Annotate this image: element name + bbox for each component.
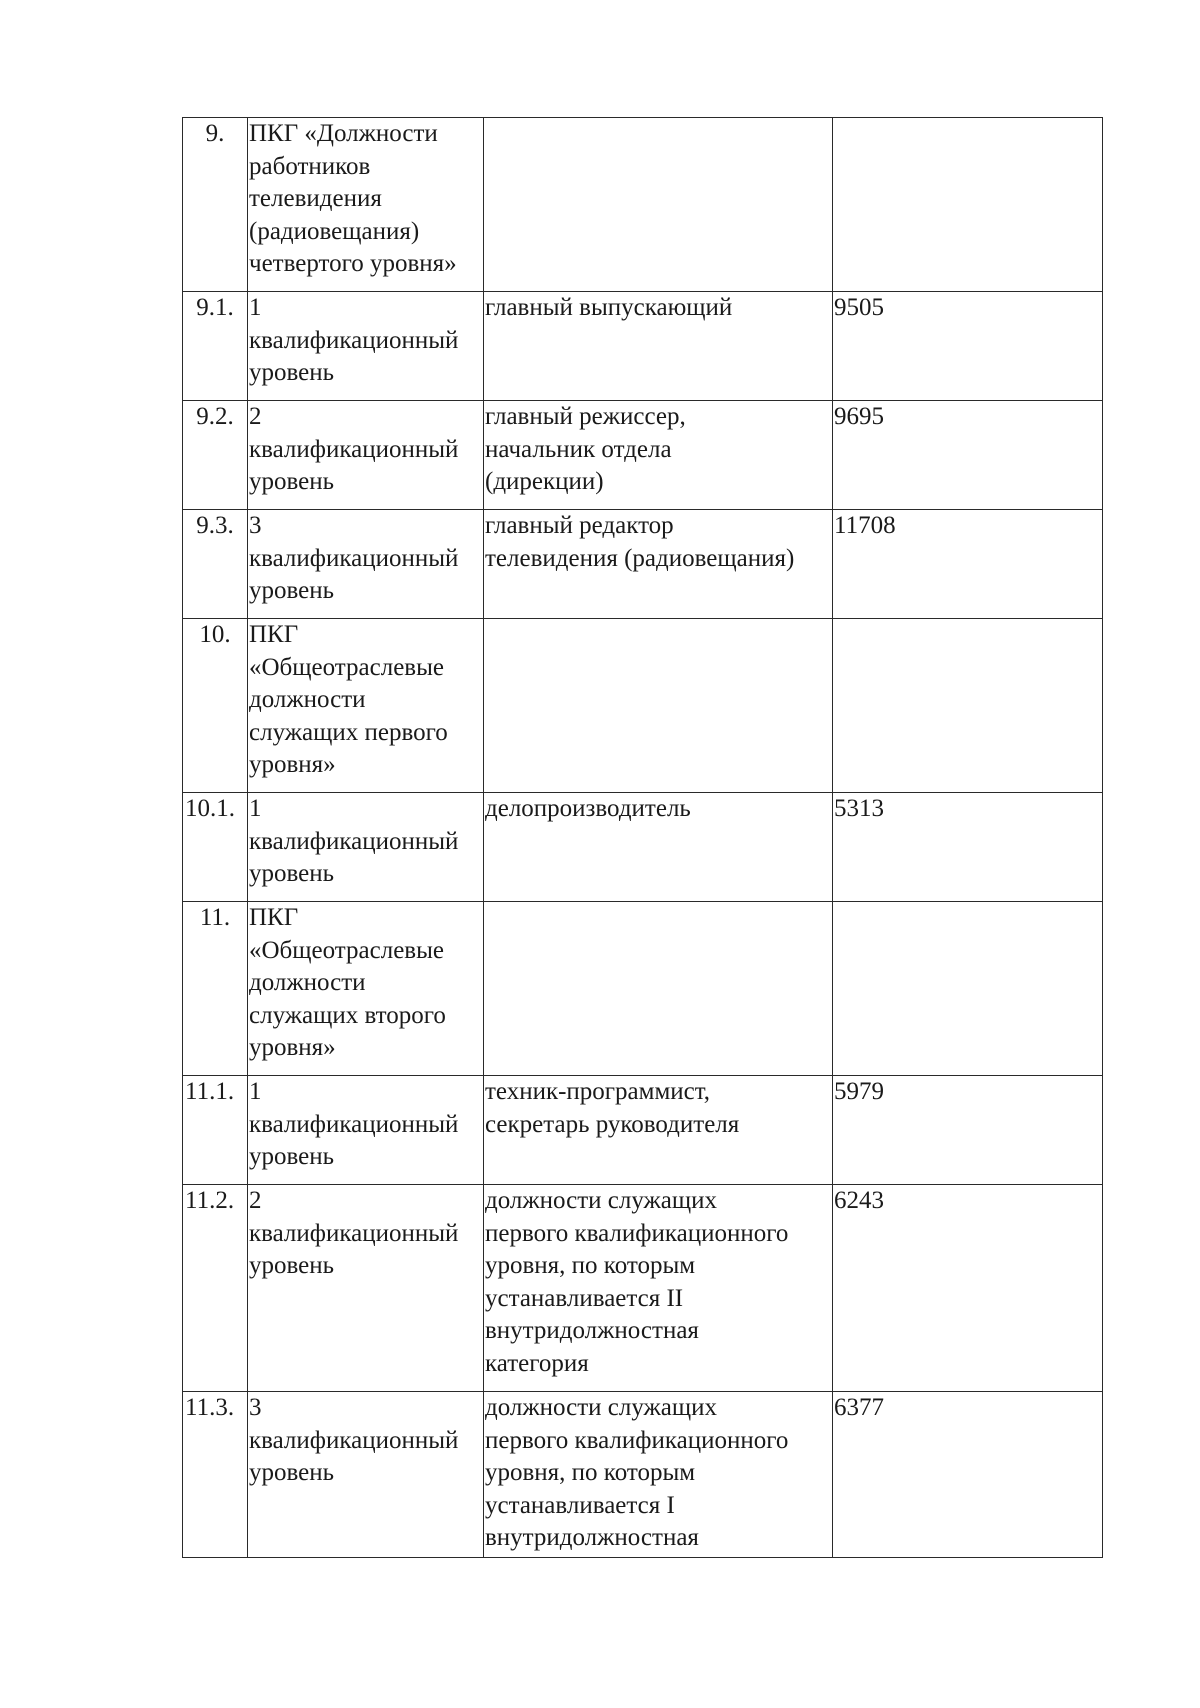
salary-value: 6243 bbox=[833, 1185, 1103, 1392]
salary-value: 11708 bbox=[833, 510, 1103, 619]
row-number: 9. bbox=[183, 118, 248, 292]
salary-value bbox=[833, 619, 1103, 793]
qualification-group: 1 квалификационный уровень bbox=[248, 793, 484, 902]
table-row bbox=[183, 1185, 1103, 1392]
table-row bbox=[183, 1076, 1103, 1185]
table-row bbox=[183, 292, 1103, 401]
position-name: главный выпускающий bbox=[484, 292, 833, 401]
table-row bbox=[183, 793, 1103, 902]
row-number: 9.2. bbox=[183, 401, 248, 510]
position-name: техник-программист, секретарь руководителя bbox=[484, 1076, 833, 1185]
position-name bbox=[484, 619, 833, 793]
position-name bbox=[484, 118, 833, 292]
row-number: 9.1. bbox=[183, 292, 248, 401]
qualification-group: 3 квалификационный уровень bbox=[248, 1392, 484, 1558]
qualification-group: ПКГ «Общеотраслевые должности служащих второго уровня» bbox=[248, 902, 484, 1076]
position-name: главный режиссер, начальник отдела (дирекции) bbox=[484, 401, 833, 510]
salary-value: 5313 bbox=[833, 793, 1103, 902]
salary-value bbox=[833, 902, 1103, 1076]
qualification-group: 3 квалификационный уровень bbox=[248, 510, 484, 619]
table-row bbox=[183, 619, 1103, 793]
table-row bbox=[183, 510, 1103, 619]
row-number: 10.1. bbox=[183, 793, 248, 902]
qualification-group: 1 квалификационный уровень bbox=[248, 1076, 484, 1185]
qualification-group: 1 квалификационный уровень bbox=[248, 292, 484, 401]
qualification-group: ПКГ «Должности работников телевидения (радиовещания) четвертого уровня» bbox=[248, 118, 484, 292]
position-name: главный редактор телевидения (радиовещания) bbox=[484, 510, 833, 619]
qualification-group: ПКГ «Общеотраслевые должности служащих первого уровня» bbox=[248, 619, 484, 793]
position-name bbox=[484, 902, 833, 1076]
salary-value: 9695 bbox=[833, 401, 1103, 510]
row-number: 11.1. bbox=[183, 1076, 248, 1185]
row-number: 11.3. bbox=[183, 1392, 248, 1558]
position-name: должности служащих первого квалификационного уровня, по которым устанавливается II внутридолжностная категория bbox=[484, 1185, 833, 1392]
row-number: 9.3. bbox=[183, 510, 248, 619]
salary-value: 9505 bbox=[833, 292, 1103, 401]
row-number: 11. bbox=[183, 902, 248, 1076]
row-number: 11.2. bbox=[183, 1185, 248, 1392]
salary-value bbox=[833, 118, 1103, 292]
salary-value: 5979 bbox=[833, 1076, 1103, 1185]
table-row bbox=[183, 902, 1103, 1076]
qualification-group: 2 квалификационный уровень bbox=[248, 401, 484, 510]
salary-value: 6377 bbox=[833, 1392, 1103, 1558]
table-row bbox=[183, 401, 1103, 510]
qualification-table bbox=[182, 117, 1103, 1558]
position-name: делопроизводитель bbox=[484, 793, 833, 902]
position-name: должности служащих первого квалификационного уровня, по которым устанавливается I внутридолжностная bbox=[484, 1392, 833, 1558]
row-number: 10. bbox=[183, 619, 248, 793]
table-row bbox=[183, 118, 1103, 292]
qualification-group: 2 квалификационный уровень bbox=[248, 1185, 484, 1392]
table-row bbox=[183, 1392, 1103, 1558]
